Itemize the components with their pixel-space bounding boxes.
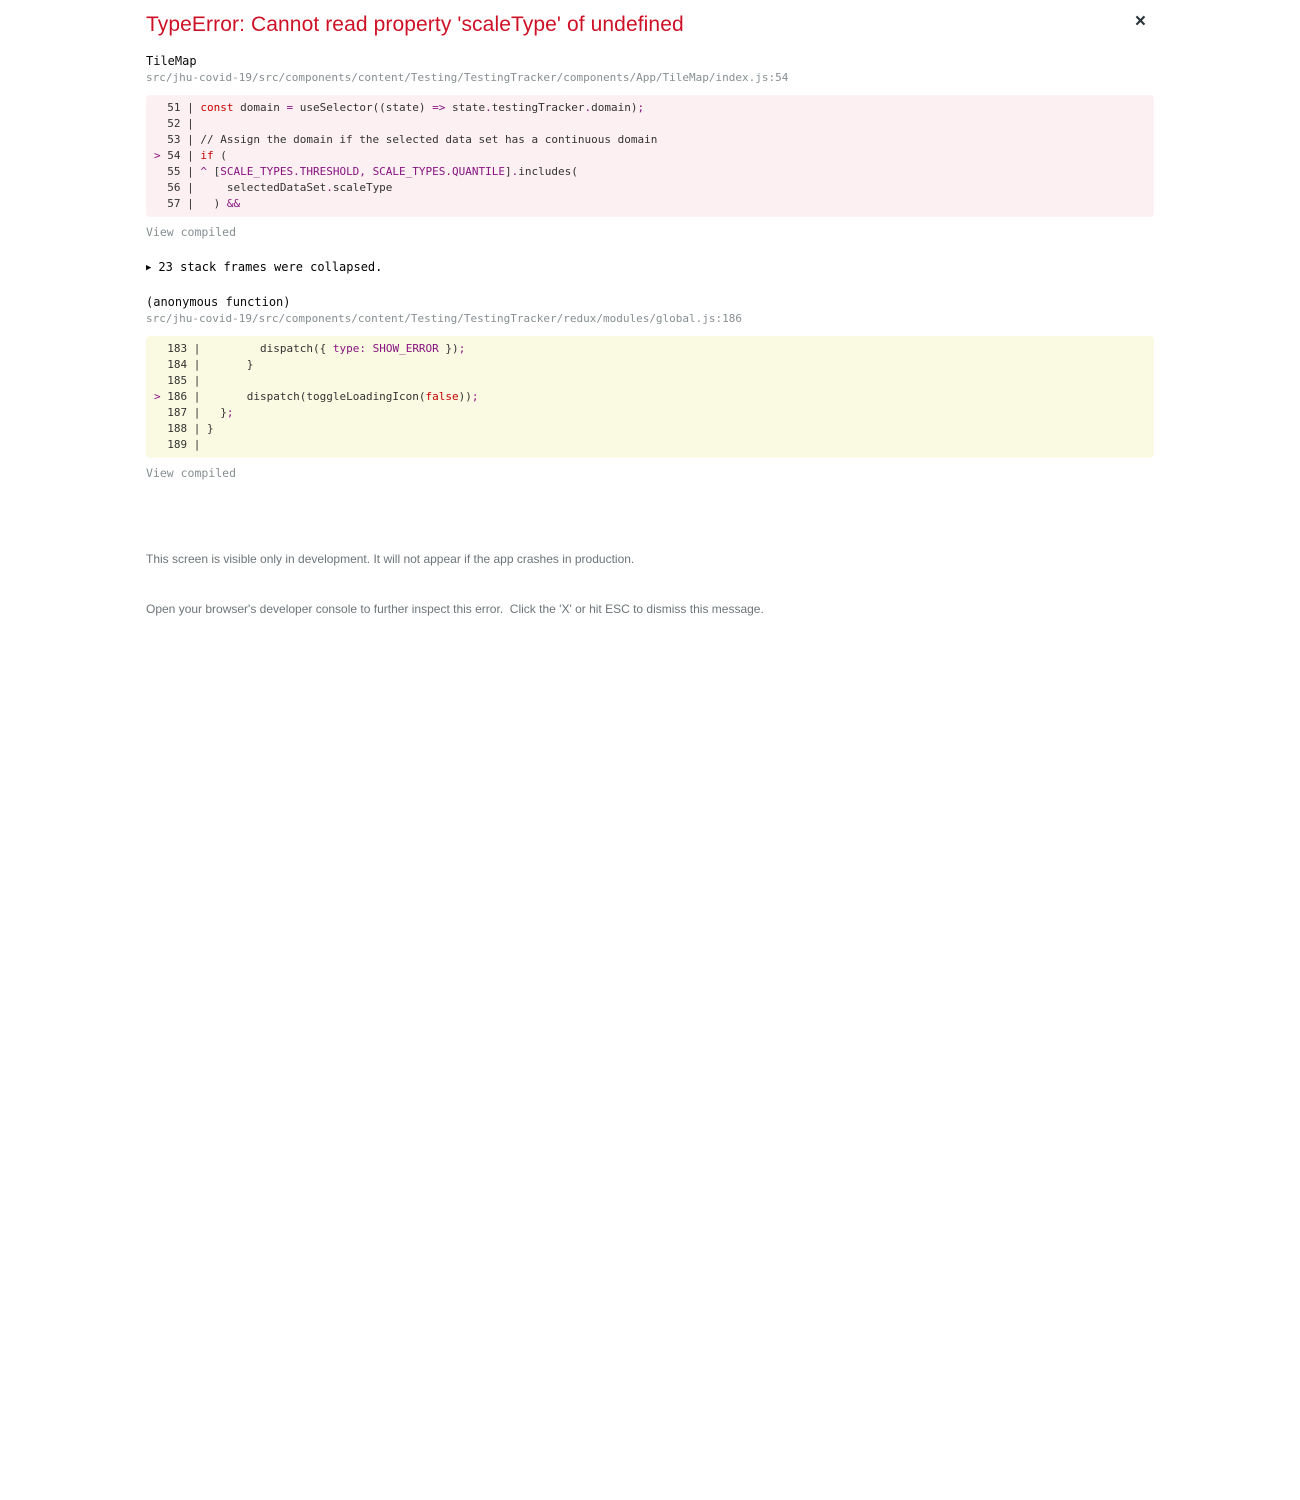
close-button[interactable]: [1135, 12, 1146, 31]
code-line: 189 |: [154, 438, 207, 451]
frame-function-name: TileMap: [146, 54, 197, 68]
view-compiled-link[interactable]: View compiled: [146, 466, 237, 480]
code-line: 56 | selectedDataSet.scaleType: [154, 181, 393, 194]
code-line: 184 | }: [154, 358, 254, 371]
close-icon: ×: [1134, 11, 1146, 32]
code-line: > 54 | if (: [154, 149, 227, 162]
frame-file-path: src/jhu-covid-19/src/components/content/Testing/TestingTracker/components/App/TileMap/index.js:54: [146, 71, 789, 84]
expand-arrow-icon: ▶: [146, 263, 152, 273]
stack-frame-anonymous: [146, 295, 1154, 482]
code-line: 52 |: [154, 117, 201, 130]
code-line: 188 | }: [154, 422, 214, 435]
collapsed-frames-toggle[interactable]: [146, 260, 1154, 277]
code-line: 53 | // Assign the domain if the selected data set has a continuous domain: [154, 133, 658, 146]
stack-frame-tilemap: [146, 54, 1154, 241]
code-block-warning: [146, 336, 1154, 458]
collapsed-frames-label: 23 stack frames were collapsed.: [158, 260, 383, 274]
footer-line-1: This screen is visible only in development. It will not appear if the app crashes in production.: [146, 552, 635, 566]
frame-file-path: src/jhu-covid-19/src/components/content/Testing/TestingTracker/redux/modules/global.js:186: [146, 312, 743, 325]
code-line: 51 | const domain = useSelector((state) => state.testingTracker.domain);: [154, 101, 645, 114]
view-compiled-link[interactable]: View compiled: [146, 225, 237, 239]
code-line: 183 | dispatch({ type: SHOW_ERROR });: [154, 342, 466, 355]
error-overlay: [146, 0, 1154, 650]
code-block-error: [146, 95, 1154, 217]
code-line: > 186 | dispatch(toggleLoadingIcon(false));: [154, 390, 479, 403]
code-line: 57 | ) &&: [154, 197, 241, 210]
frame-function-name: (anonymous function): [146, 295, 291, 309]
code-line: 187 | };: [154, 406, 234, 419]
code-line: 55 | ^ [SCALE_TYPES.THRESHOLD, SCALE_TYPES.QUANTILE].includes(: [154, 165, 578, 178]
footer-line-2: Open your browser's developer console to further inspect this error. Click the 'X' or hit ESC to dismiss this message.: [146, 601, 764, 616]
code-line: 185 |: [154, 374, 207, 387]
page-title: TypeError: Cannot read property 'scaleType' of undefined: [146, 13, 684, 36]
dev-footer-note: [146, 518, 1154, 650]
